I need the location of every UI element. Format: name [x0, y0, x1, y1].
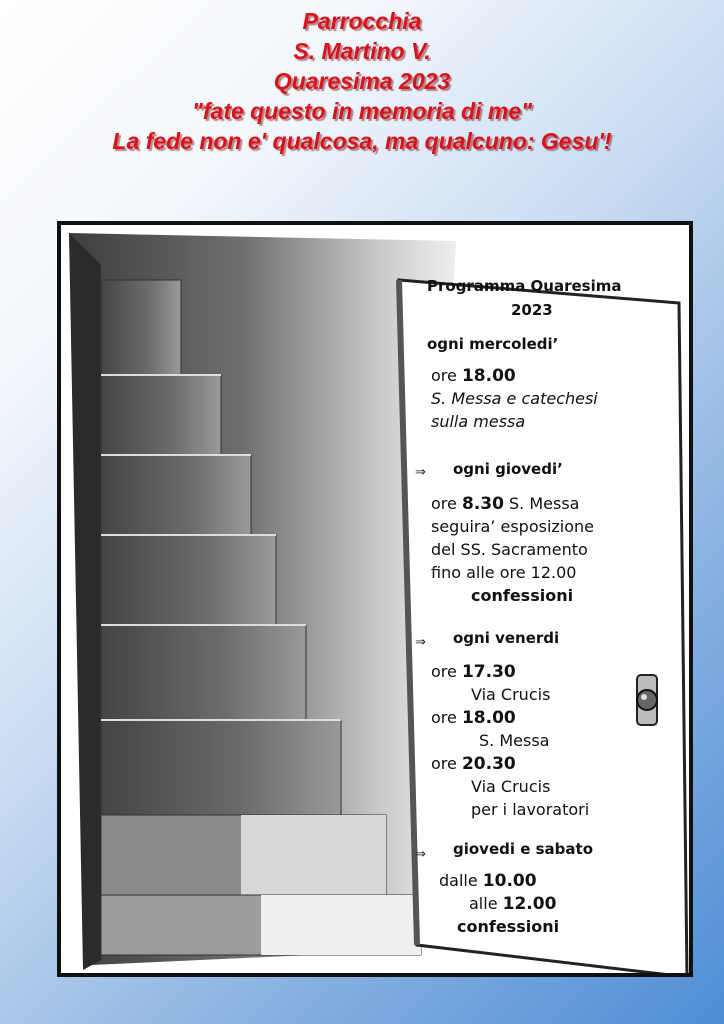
wednesday-desc-1: S. Messa e catechesi	[431, 389, 598, 408]
friday-time-1: ore 17.30	[431, 662, 516, 682]
faith-slogan: La fede non e' qualcosa, ma qualcuno: Gesu'!	[112, 128, 612, 154]
friday-time-2: ore 18.00	[431, 708, 516, 728]
parish-name: S. Martino V.	[293, 38, 431, 64]
thursday-desc-2: seguira’ esposizione	[431, 517, 594, 536]
thu-sat-from: dalle 10.00	[439, 871, 537, 891]
friday-desc-2: S. Messa	[479, 731, 550, 750]
poster-frame	[57, 221, 693, 977]
thu-sat-confessions: confessioni	[457, 917, 560, 936]
thursday-desc-3: del SS. Sacramento	[431, 540, 588, 559]
arrow-icon: ⇒	[415, 635, 426, 650]
thursday-time: ore 8.30 S. Messa	[431, 494, 580, 514]
friday-desc-3: Via Crucis	[471, 777, 551, 796]
motto-quote: "fate questo in memoria di me"	[191, 98, 533, 124]
friday-heading: ogni venerdi	[453, 629, 560, 647]
parish-label: Parrocchia	[302, 8, 422, 34]
wednesday-time: ore 18.00	[431, 366, 516, 386]
thursday-desc-4: fino alle ore 12.00	[431, 563, 577, 582]
lent-title: Quaresima 2023	[273, 68, 451, 94]
wednesday-heading: ogni mercoledi’	[427, 335, 559, 353]
arrow-icon: ⇒	[415, 847, 426, 862]
wednesday-desc-2: sulla messa	[431, 412, 526, 431]
friday-desc-4: per i lavoratori	[471, 800, 590, 819]
header	[0, 6, 724, 156]
friday-time-3: ore 20.30	[431, 754, 516, 774]
thu-sat-to: alle 12.00	[469, 894, 557, 914]
program-year: 2023	[511, 301, 553, 319]
thu-sat-heading: giovedi e sabato	[453, 840, 594, 858]
lent-program	[61, 225, 693, 977]
thursday-heading: ogni giovedi’	[453, 460, 563, 478]
friday-desc-1: Via Crucis	[471, 685, 551, 704]
thursday-confessions: confessioni	[471, 586, 574, 605]
program-title: Programma Quaresima	[427, 277, 622, 295]
arrow-icon: ⇒	[415, 465, 426, 480]
